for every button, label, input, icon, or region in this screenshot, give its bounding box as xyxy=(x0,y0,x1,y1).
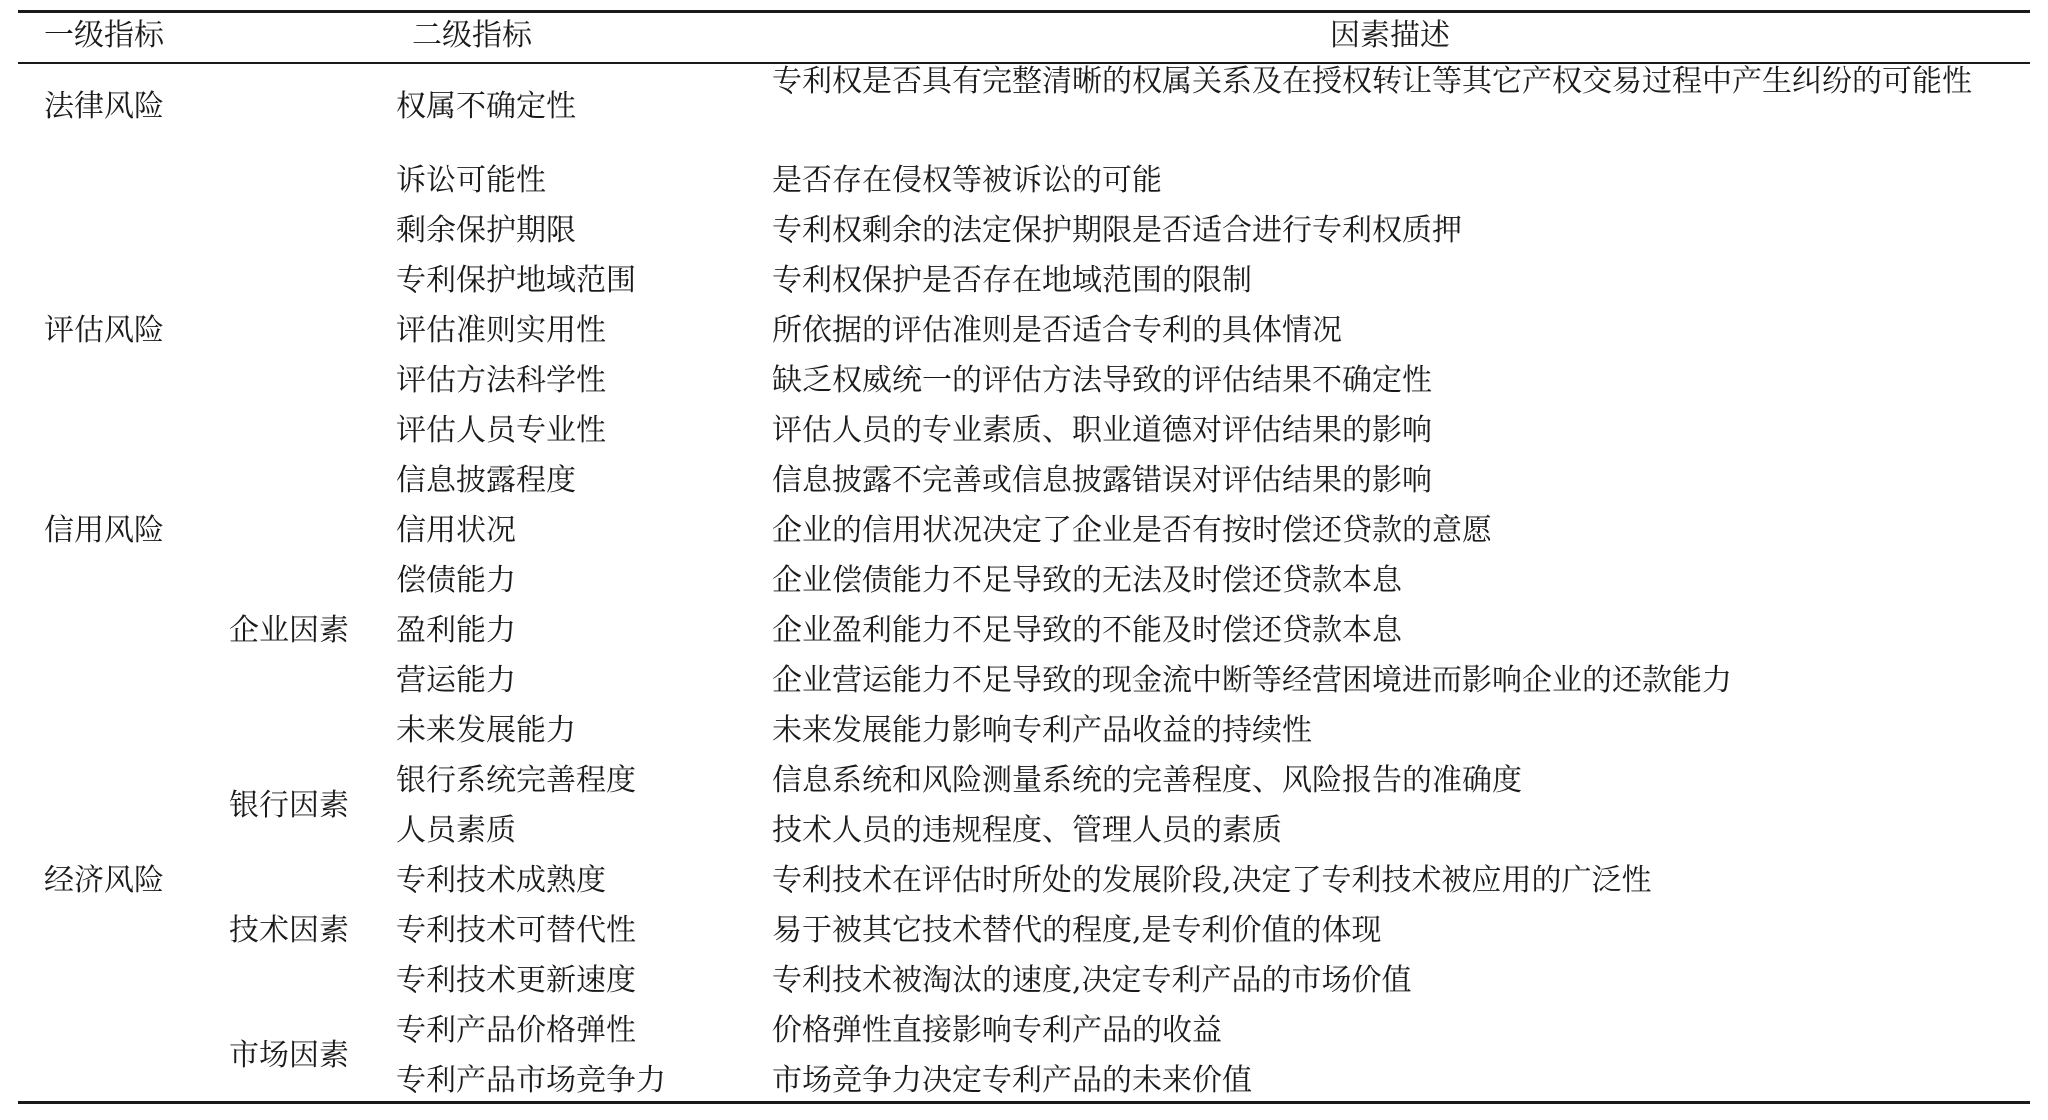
level1-economic-risk: 经济风险 xyxy=(44,863,164,898)
indicator-cell: 专利产品市场竞争力 xyxy=(396,1063,666,1098)
subgroup-bank: 银行因素 xyxy=(229,788,349,823)
subgroup-enterprise: 企业因素 xyxy=(229,613,349,648)
description-cell: 技术人员的违规程度、管理人员的素质 xyxy=(772,813,1282,848)
subgroup-technology: 技术因素 xyxy=(229,913,349,948)
description-cell: 专利技术被淘汰的速度,决定专利产品的市场价值 xyxy=(772,963,1412,998)
description-cell: 信息系统和风险测量系统的完善程度、风险报告的准确度 xyxy=(772,763,1522,798)
indicator-cell: 评估人员专业性 xyxy=(396,413,606,448)
indicator-cell: 信用状况 xyxy=(396,513,516,548)
description-cell: 信息披露不完善或信息披露错误对评估结果的影响 xyxy=(772,463,1432,498)
indicator-cell: 权属不确定性 xyxy=(396,89,576,124)
indicator-cell: 专利技术可替代性 xyxy=(396,913,636,948)
table-top-rule xyxy=(18,10,2030,13)
description-cell: 专利技术在评估时所处的发展阶段,决定了专利技术被应用的广泛性 xyxy=(772,863,1652,898)
indicator-cell: 剩余保护期限 xyxy=(396,213,576,248)
indicator-cell: 盈利能力 xyxy=(396,613,516,648)
header-description: 因素描述 xyxy=(1330,18,1450,53)
indicator-cell: 未来发展能力 xyxy=(396,713,576,748)
level1-credit-risk: 信用风险 xyxy=(44,513,164,548)
indicator-cell: 专利保护地域范围 xyxy=(396,263,636,298)
description-cell: 企业的信用状况决定了企业是否有按时偿还贷款的意愿 xyxy=(772,513,1492,548)
description-cell: 企业偿债能力不足导致的无法及时偿还贷款本息 xyxy=(772,563,1402,598)
description-cell: 未来发展能力影响专利产品收益的持续性 xyxy=(772,713,1312,748)
description-cell: 评估人员的专业素质、职业道德对评估结果的影响 xyxy=(772,413,1432,448)
indicator-cell: 银行系统完善程度 xyxy=(396,763,636,798)
description-cell: 专利权是否具有完整清晰的权属关系及在授权转让等其它产权交易过程中产生纠纷的可能性 xyxy=(772,64,1972,99)
indicator-cell: 人员素质 xyxy=(396,813,516,848)
indicator-cell: 专利产品价格弹性 xyxy=(396,1013,636,1048)
description-cell: 易于被其它技术替代的程度,是专利价值的体现 xyxy=(772,913,1382,948)
indicator-cell: 评估方法科学性 xyxy=(396,363,606,398)
description-cell: 所依据的评估准则是否适合专利的具体情况 xyxy=(772,313,1342,348)
level1-appraisal-risk: 评估风险 xyxy=(44,313,164,348)
description-cell: 专利权剩余的法定保护期限是否适合进行专利权质押 xyxy=(772,213,1462,248)
description-cell: 专利权保护是否存在地域范围的限制 xyxy=(772,263,1252,298)
subgroup-market: 市场因素 xyxy=(229,1038,349,1073)
indicator-cell: 偿债能力 xyxy=(396,563,516,598)
header-level2: 二级指标 xyxy=(412,18,532,53)
indicator-cell: 评估准则实用性 xyxy=(396,313,606,348)
level1-legal-risk: 法律风险 xyxy=(44,89,164,124)
description-cell: 企业盈利能力不足导致的不能及时偿还贷款本息 xyxy=(772,613,1402,648)
description-cell: 价格弹性直接影响专利产品的收益 xyxy=(772,1013,1222,1048)
description-cell: 缺乏权威统一的评估方法导致的评估结果不确定性 xyxy=(772,363,1432,398)
indicator-cell: 信息披露程度 xyxy=(396,463,576,498)
table-bottom-rule xyxy=(18,1101,2030,1104)
indicator-cell: 专利技术成熟度 xyxy=(396,863,606,898)
indicator-cell: 专利技术更新速度 xyxy=(396,963,636,998)
header-level1: 一级指标 xyxy=(44,18,164,53)
description-cell: 是否存在侵权等被诉讼的可能 xyxy=(772,163,1162,198)
description-cell: 企业营运能力不足导致的现金流中断等经营困境进而影响企业的还款能力 xyxy=(772,663,1732,698)
description-cell: 市场竞争力决定专利产品的未来价值 xyxy=(772,1063,1252,1098)
indicator-cell: 营运能力 xyxy=(396,663,516,698)
indicator-cell: 诉讼可能性 xyxy=(396,163,546,198)
